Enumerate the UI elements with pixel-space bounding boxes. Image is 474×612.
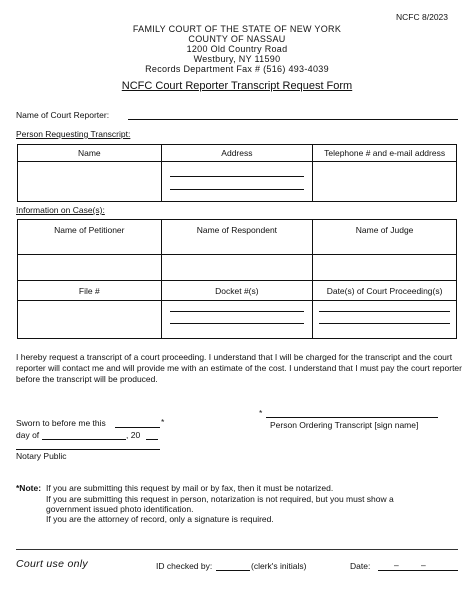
note-line-4: If you are the attorney of record, only a signature is required. (46, 514, 274, 524)
court-use-label: Court use only (16, 558, 88, 570)
file-number-field[interactable] (18, 301, 162, 339)
date-dash-2: – (421, 560, 426, 570)
signature-field[interactable] (266, 417, 438, 418)
address-line-2: Westbury, NY 11590 (193, 54, 281, 64)
court-reporter-field[interactable] (128, 119, 458, 120)
date-label: Date: (350, 561, 371, 571)
address-line-1: 1200 Old Country Road (186, 44, 288, 54)
petitioner-field[interactable] (18, 255, 162, 281)
col-header-address: Address (161, 145, 313, 162)
judge-field[interactable] (313, 255, 457, 281)
dates-line-a (319, 311, 450, 312)
col-header-proceeding-dates: Date(s) of Court Proceeding(s) (313, 281, 457, 301)
note-line-2: If you are submitting this request in person, notarization is not required, but you must show a (46, 494, 394, 504)
year-prefix: , 20 (126, 430, 141, 440)
address-line-a (170, 176, 305, 177)
sworn-month-field[interactable] (42, 439, 126, 440)
case-table (17, 219, 457, 339)
clerk-initials-field[interactable] (216, 570, 250, 571)
respondent-field[interactable] (161, 255, 313, 281)
address-line-b (170, 189, 305, 190)
docket-field[interactable] (161, 301, 313, 339)
docket-line-b (170, 323, 305, 324)
col-header-petitioner: Name of Petitioner (18, 220, 162, 255)
date-dash-1: – (394, 560, 399, 570)
requester-table (17, 144, 457, 202)
docket-line-a (170, 311, 305, 312)
requester-phone-field[interactable] (313, 162, 457, 202)
notary-label: Notary Public (16, 451, 67, 461)
requester-address-field[interactable] (161, 162, 313, 202)
sworn-asterisk: * (161, 417, 165, 427)
note-line-1: If you are submitting this request by mail or by fax, then it must be notarized. (46, 483, 334, 493)
person-ordering-label: Person Ordering Transcript [sign name] (270, 420, 419, 430)
col-header-judge: Name of Judge (313, 220, 457, 255)
requester-name-field[interactable] (18, 162, 162, 202)
court-reporter-label: Name of Court Reporter: (16, 110, 110, 120)
case-heading: Information on Case(s): (16, 205, 105, 215)
note-label: *Note: (16, 483, 42, 493)
records-fax: Records Department Fax # (516) 493-4039 (145, 64, 329, 74)
col-header-file: File # (18, 281, 162, 301)
sworn-year-field[interactable] (146, 439, 158, 440)
court-use-divider (16, 549, 458, 550)
form-title: NCFC Court Reporter Transcript Request Form (121, 80, 353, 92)
form-code: NCFC 8/2023 (396, 12, 448, 22)
day-of-label: day of (16, 430, 40, 440)
court-date-field[interactable] (378, 570, 458, 571)
request-paragraph: I hereby request a transcript of a court proceeding. I understand that I will be charged for the transcript and the court reporter will contact me and will provide me with an estimate of the cost. I understand that I must pay the court reporter before the transcript will be produced. (16, 352, 462, 384)
note-line-3: government issued photo identification. (46, 504, 194, 514)
col-header-respondent: Name of Respondent (161, 220, 313, 255)
id-checked-label: ID checked by: (156, 561, 213, 571)
sworn-label: Sworn to before me this (16, 418, 106, 428)
sign-asterisk: * (259, 408, 263, 418)
clerk-initials-label: (clerk's initials) (251, 561, 307, 571)
col-header-docket: Docket #(s) (161, 281, 313, 301)
proceeding-dates-field[interactable] (313, 301, 457, 339)
county-name: COUNTY OF NASSAU (188, 34, 286, 44)
col-header-phone-email: Telephone # and e-mail address (313, 145, 457, 162)
court-name: FAMILY COURT OF THE STATE OF NEW YORK (132, 24, 342, 34)
col-header-name: Name (18, 145, 162, 162)
sworn-day-field[interactable] (115, 427, 160, 428)
dates-line-b (319, 323, 450, 324)
requester-heading: Person Requesting Transcript: (16, 129, 131, 139)
notary-signature-field[interactable] (16, 449, 160, 450)
